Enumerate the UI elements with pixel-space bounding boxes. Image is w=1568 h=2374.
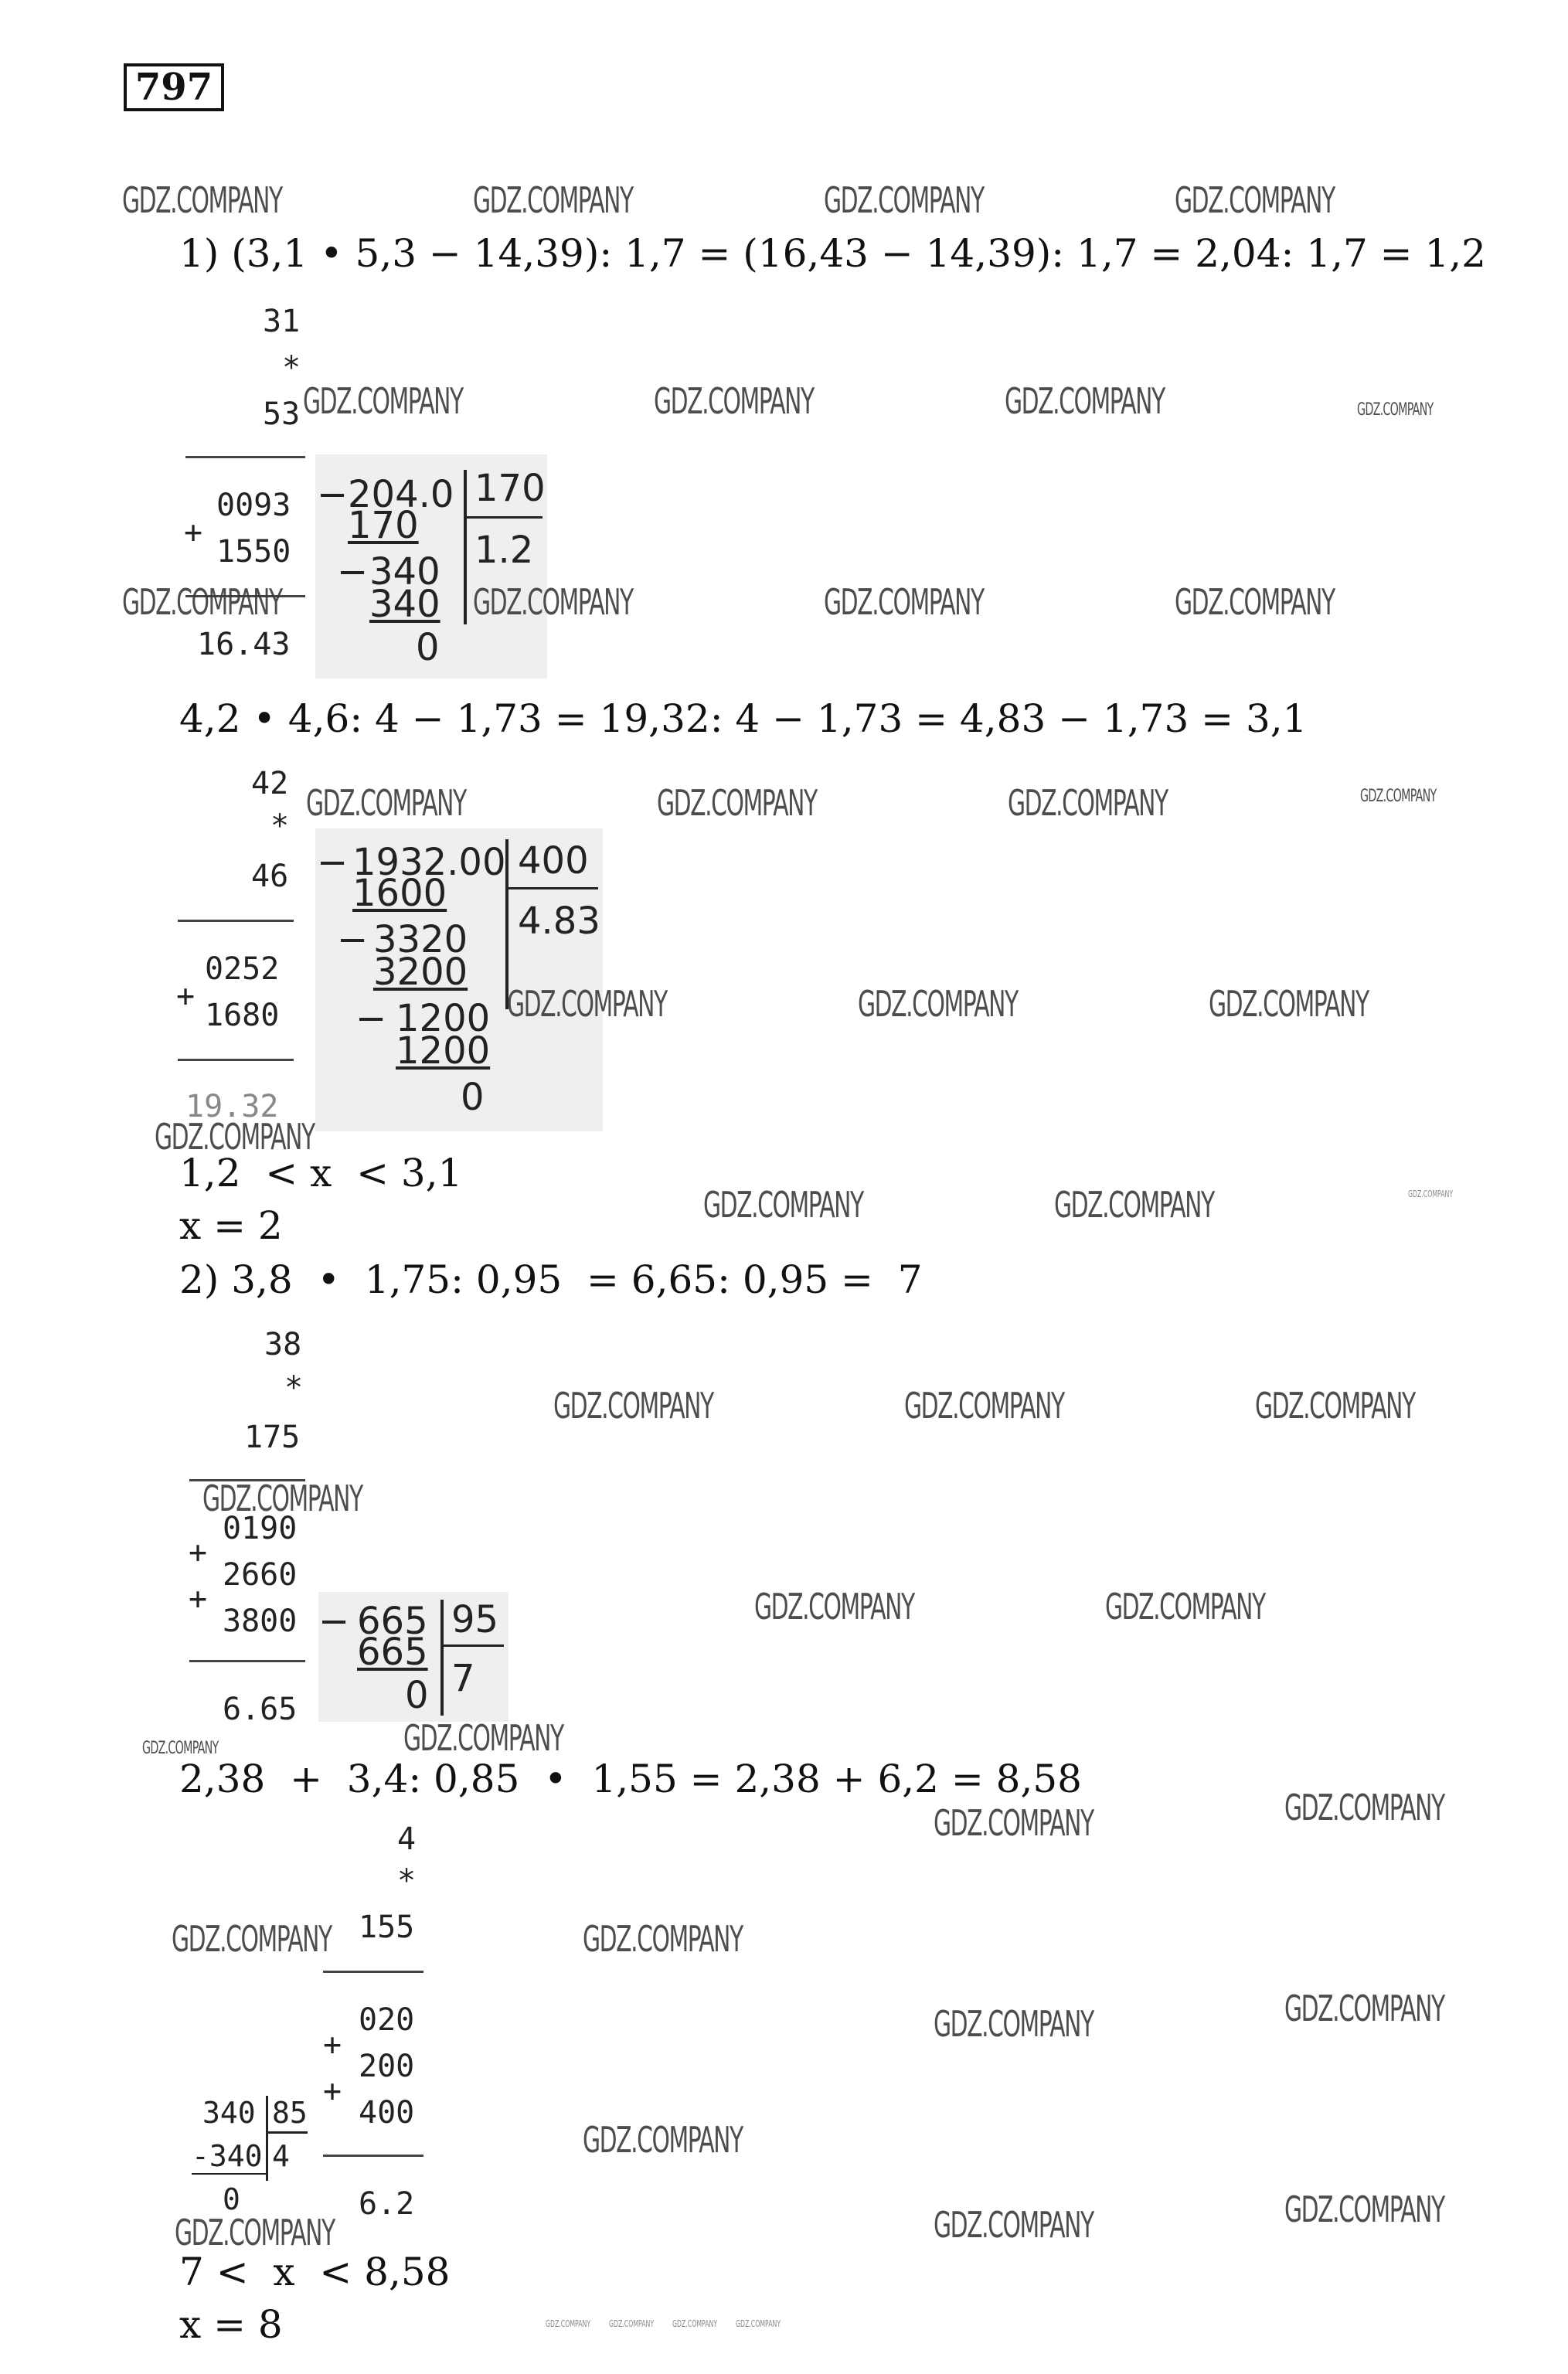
div-divisor: 400 bbox=[518, 839, 589, 883]
div-bar-horizontal bbox=[465, 516, 543, 519]
mult-factor-1: 38 bbox=[264, 1327, 302, 1362]
div-bar-horizontal bbox=[507, 887, 598, 889]
watermark: GDZ.COMPANY bbox=[1175, 581, 1335, 623]
watermark: GDZ.COMPANY bbox=[1357, 400, 1434, 420]
watermark: GDZ.COMPANY bbox=[546, 2318, 591, 2329]
div-bar-vertical bbox=[464, 470, 467, 624]
mult-rule-2 bbox=[323, 2155, 423, 2157]
div-bar-vertical bbox=[440, 1600, 444, 1716]
watermark: GDZ.COMPANY bbox=[657, 782, 817, 824]
mult-factor-2: 175 bbox=[244, 1420, 301, 1455]
div-remainder-2: 1200 bbox=[396, 997, 491, 1040]
div-subtract-1: 1600 bbox=[352, 872, 447, 915]
watermark: GDZ.COMPANY bbox=[934, 2204, 1094, 2246]
watermark: GDZ.COMPANY bbox=[824, 581, 984, 623]
mult-factor-1: 42 bbox=[251, 766, 289, 801]
div-subtract-1: 170 bbox=[348, 504, 419, 547]
watermark: GDZ.COMPANY bbox=[1175, 179, 1335, 221]
div-quotient: 4.83 bbox=[518, 900, 600, 943]
mult-rule-1 bbox=[185, 456, 305, 458]
watermark: GDZ.COMPANY bbox=[122, 581, 282, 623]
division-1 bbox=[315, 454, 547, 679]
watermark: GDZ.COMPANY bbox=[142, 1739, 219, 1758]
mult-rule-2 bbox=[189, 1660, 305, 1662]
mult-factor-1: 31 bbox=[263, 304, 301, 339]
watermark: GDZ.COMPANY bbox=[403, 1717, 563, 1759]
mult-partial-2: 200 bbox=[359, 2049, 415, 2084]
div-minus: − bbox=[317, 841, 349, 884]
watermark: GDZ.COMPANY bbox=[824, 179, 984, 221]
div-rest: 0 bbox=[405, 1674, 429, 1717]
watermark: GDZ.COMPANY bbox=[306, 782, 466, 824]
div-minus-2: − bbox=[337, 550, 369, 594]
div-minus: − bbox=[318, 1600, 350, 1643]
mult-partial-3: 3800 bbox=[223, 1604, 298, 1639]
div-remainder-1: 3320 bbox=[373, 918, 468, 961]
mult-result: 19.32 bbox=[185, 1089, 279, 1124]
mult-partial-1: 0190 bbox=[223, 1511, 298, 1546]
watermark: GDZ.COMPANY bbox=[202, 1478, 362, 1519]
watermark: GDZ.COMPANY bbox=[172, 1918, 332, 1960]
watermark: GDZ.COMPANY bbox=[858, 983, 1018, 1025]
watermark: GDZ.COMPANY bbox=[473, 581, 633, 623]
mult-partial-2: 1680 bbox=[205, 998, 280, 1033]
watermark: GDZ.COMPANY bbox=[507, 983, 667, 1025]
watermark: GDZ.COMPANY bbox=[155, 1116, 315, 1158]
div-divisor: 95 bbox=[451, 1598, 499, 1641]
div-subtract-3: 1200 bbox=[396, 1029, 491, 1073]
watermark: GDZ.COMPANY bbox=[583, 1918, 743, 1960]
watermark: GDZ.COMPANY bbox=[703, 1184, 863, 1226]
part1-equation-1: 1) (3,1 • 5,3 − 14,39): 1,7 = (16,43 − 14,39): 1,7 = 2,04: 1,7 = 1,2 bbox=[179, 231, 1486, 276]
mult-result: 16.43 bbox=[197, 627, 291, 662]
watermark: GDZ.COMPANY bbox=[754, 1586, 914, 1627]
task-number: 797 bbox=[124, 63, 224, 111]
watermark: GDZ.COMPANY bbox=[175, 2212, 335, 2253]
div-quotient: 4 bbox=[272, 2139, 290, 2173]
plus-sign-2: + bbox=[323, 2073, 342, 2109]
mult-factor-2: 46 bbox=[251, 859, 289, 894]
div-dividend: 1932.00 bbox=[352, 841, 506, 884]
watermark: GDZ.COMPANY bbox=[1008, 782, 1168, 824]
div-minus-2: − bbox=[337, 918, 369, 961]
plus-sign-1: + bbox=[323, 2027, 342, 2063]
mult-result: 6.2 bbox=[359, 2186, 415, 2222]
mult-sign: * bbox=[284, 1370, 304, 1406]
plus-sign-1: + bbox=[189, 1535, 208, 1570]
watermark: GDZ.COMPANY bbox=[122, 179, 282, 221]
mult-factor-1: 4 bbox=[397, 1821, 417, 1857]
part1-answer: x = 2 bbox=[179, 1203, 283, 1248]
part2-answer: x = 8 bbox=[179, 2302, 283, 2347]
div-rest: 0 bbox=[461, 1076, 485, 1119]
mult-sign: * bbox=[270, 808, 290, 844]
part1-inequality: 1,2 < x < 3,1 bbox=[179, 1151, 463, 1196]
part2-inequality: 7 < x < 8,58 bbox=[179, 2250, 451, 2294]
watermark: GDZ.COMPANY bbox=[736, 2318, 781, 2329]
watermark: GDZ.COMPANY bbox=[1360, 787, 1437, 806]
watermark: GDZ.COMPANY bbox=[934, 2003, 1094, 2045]
mult-partial-1: 0093 bbox=[216, 488, 291, 523]
div-dividend: 204.0 bbox=[348, 473, 454, 516]
watermark: GDZ.COMPANY bbox=[609, 2318, 655, 2329]
div-remainder-1: 340 bbox=[369, 550, 440, 594]
div-quotient: 1.2 bbox=[474, 529, 534, 572]
watermark: GDZ.COMPANY bbox=[583, 2119, 743, 2161]
plus-sign-2: + bbox=[189, 1581, 208, 1617]
watermark: GDZ.COMPANY bbox=[1255, 1385, 1415, 1427]
plus-sign: + bbox=[176, 978, 196, 1014]
watermark: GDZ.COMPANY bbox=[1408, 1189, 1454, 1199]
mult-partial-2: 1550 bbox=[216, 534, 291, 570]
watermark: GDZ.COMPANY bbox=[1284, 2189, 1444, 2230]
watermark: GDZ.COMPANY bbox=[904, 1385, 1064, 1427]
div-subtract: -340 bbox=[192, 2139, 263, 2173]
plus-sign: + bbox=[184, 515, 203, 550]
mult-factor-2: 155 bbox=[359, 1910, 415, 1945]
div-bar-vertical bbox=[266, 2096, 268, 2181]
part2-equation-2: 2,38 + 3,4: 0,85 • 1,55 = 2,38 + 6,2 = 8,58 bbox=[179, 1757, 1082, 1801]
watermark: GDZ.COMPANY bbox=[934, 1802, 1094, 1844]
div-subtract-2: 340 bbox=[369, 583, 440, 626]
watermark: GDZ.COMPANY bbox=[654, 380, 814, 422]
watermark: GDZ.COMPANY bbox=[1005, 380, 1165, 422]
watermark: GDZ.COMPANY bbox=[553, 1385, 713, 1427]
div-minus: − bbox=[317, 473, 349, 516]
division-2 bbox=[315, 828, 603, 1131]
watermark: GDZ.COMPANY bbox=[303, 380, 463, 422]
div-rest: 0 bbox=[416, 626, 440, 669]
mult-rule-1 bbox=[178, 920, 294, 922]
watermark: GDZ.COMPANY bbox=[1209, 983, 1369, 1025]
mult-partial-1: 0252 bbox=[205, 951, 280, 987]
mult-sign: * bbox=[397, 1863, 417, 1899]
watermark: GDZ.COMPANY bbox=[473, 179, 633, 221]
div-dividend: 665 bbox=[357, 1600, 428, 1643]
div-bar-horizontal bbox=[442, 1644, 504, 1647]
part2-equation-1: 2) 3,8 • 1,75: 0,95 = 6,65: 0,95 = 7 bbox=[179, 1257, 923, 1302]
division-3 bbox=[318, 1592, 508, 1722]
mult-rule-1 bbox=[323, 1971, 423, 1973]
watermark: GDZ.COMPANY bbox=[1284, 1988, 1444, 2029]
mult-partial-3: 400 bbox=[359, 2095, 415, 2131]
watermark: GDZ.COMPANY bbox=[1105, 1586, 1265, 1627]
mult-partial-2: 2660 bbox=[223, 1557, 298, 1593]
div-dividend: 340 bbox=[202, 2096, 256, 2130]
div-divisor: 170 bbox=[474, 467, 546, 510]
div-divisor: 85 bbox=[272, 2096, 308, 2130]
div-rest: 0 bbox=[223, 2182, 240, 2216]
watermark: GDZ.COMPANY bbox=[672, 2318, 718, 2329]
mult-sign: * bbox=[282, 350, 301, 386]
mult-rule-2 bbox=[178, 1059, 294, 1061]
div-underline bbox=[192, 2173, 266, 2175]
div-subtract: 665 bbox=[357, 1631, 428, 1674]
div-subtract-2: 3200 bbox=[373, 951, 468, 994]
mult-factor-2: 53 bbox=[263, 396, 301, 432]
div-minus-3: − bbox=[355, 997, 387, 1040]
mult-partial-1: 020 bbox=[359, 2002, 415, 2038]
mult-result: 6.65 bbox=[223, 1692, 298, 1727]
part1-equation-2: 4,2 • 4,6: 4 − 1,73 = 19,32: 4 − 1,73 = 4,83 − 1,73 = 3,1 bbox=[179, 696, 1308, 741]
watermark: GDZ.COMPANY bbox=[1284, 1787, 1444, 1828]
div-quotient: 7 bbox=[451, 1657, 475, 1700]
watermark: GDZ.COMPANY bbox=[1054, 1184, 1214, 1226]
div-bar-horizontal bbox=[267, 2131, 308, 2134]
